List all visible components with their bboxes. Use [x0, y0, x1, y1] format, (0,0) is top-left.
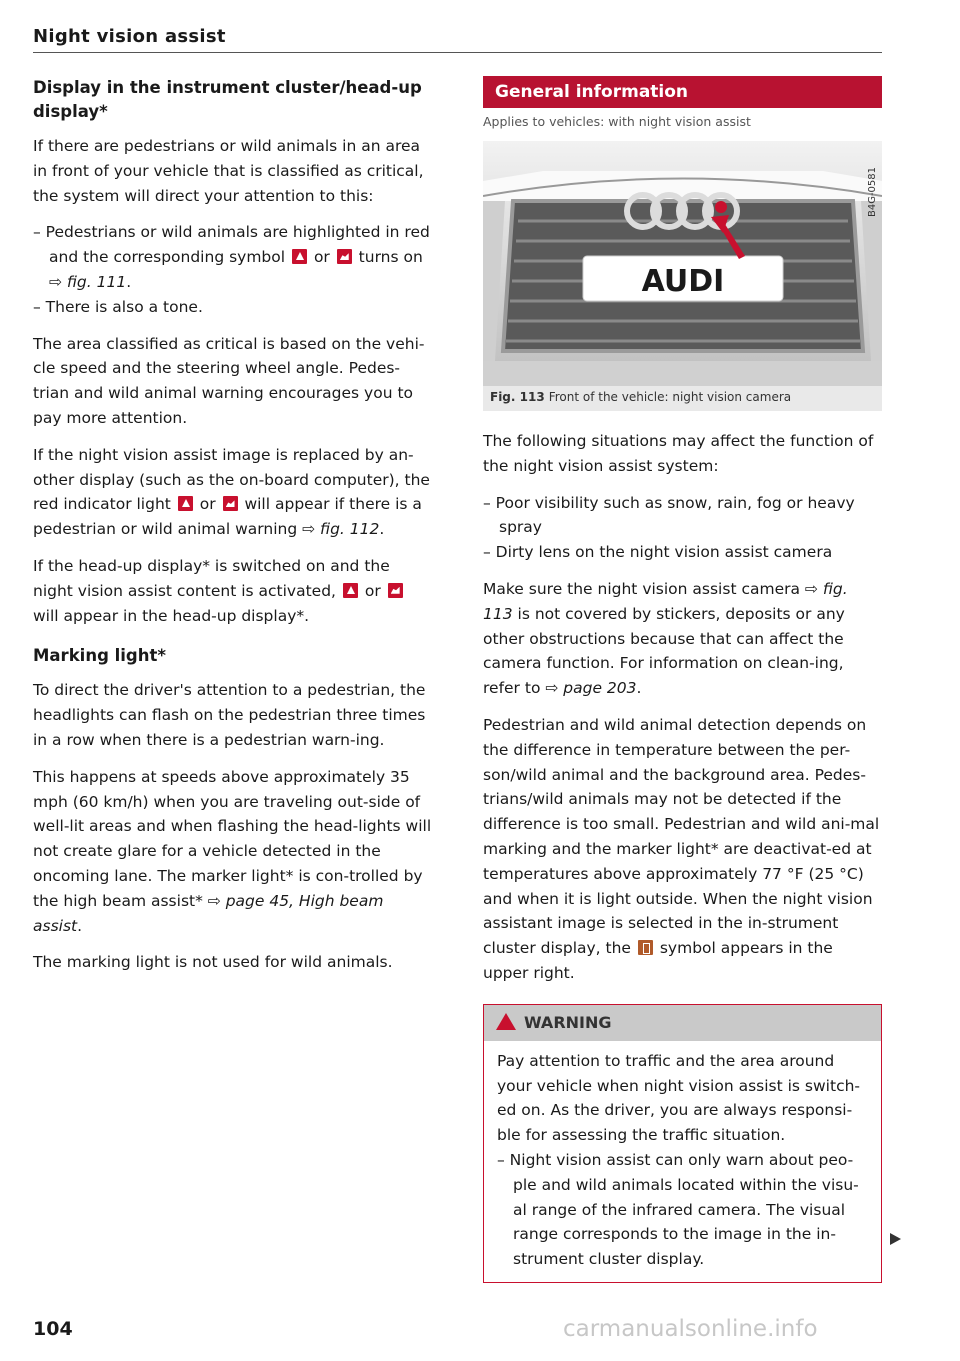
text-span: If the night vision assist image is replaced by an-other display (such as the on-board computer), the red indicator light	[33, 445, 430, 514]
wild-animal-warning-icon	[388, 583, 403, 598]
text-span: will appear if there is a pedestrian or wild animal warning	[33, 495, 422, 539]
figure-113	[483, 141, 882, 411]
paragraph	[33, 443, 433, 542]
text-span: will appear in the head-up display*.	[33, 606, 310, 625]
section-heading-marking-light: Marking light*	[33, 646, 167, 666]
paragraph: If there are pedestrians or wild animals in an area in front of your vehicle that is classified as critical, the system will direct your attention to this:	[33, 137, 424, 205]
cross-reference-link[interactable]: ⇨ fig. 112	[302, 520, 380, 539]
text-span: Make sure the night vision assist camera	[483, 579, 800, 598]
warning-header	[484, 1005, 881, 1041]
figure-label: Fig. 113	[490, 390, 545, 404]
text-span: or	[364, 581, 381, 600]
cross-reference-link[interactable]: ⇨ page 45, High beam assist	[33, 891, 384, 935]
paragraph: Pay attention to traffic and the area around your vehicle when night vision assist is switch-ed on. As the driver, you are always responsi-ble for assessing the traffic situation.	[497, 1051, 861, 1145]
text-span: .	[636, 679, 642, 698]
cross-reference-link[interactable]: ⇨ fig. 113	[483, 579, 848, 623]
right-column	[483, 76, 882, 1283]
night-vision-camera-icon	[638, 940, 653, 955]
pedestrian-warning-icon	[292, 249, 307, 264]
bullet-item: – Poor visibility such as snow, rain, fog or heavy spray	[483, 493, 855, 537]
pedestrian-warning-icon	[343, 583, 358, 598]
text-span: turns on	[358, 248, 423, 267]
applies-to-note: Applies to vehicles: with night vision assist	[483, 114, 751, 129]
vehicle-front-photo	[483, 141, 882, 386]
continue-arrow-icon	[890, 1233, 901, 1245]
paragraph	[33, 765, 433, 939]
text-span: is not covered by stickers, deposits or any other obstructions because that can affect the camera function. For information on clean-ing, refer to	[483, 604, 845, 698]
cross-reference-link[interactable]: ⇨ page 203	[545, 679, 637, 698]
warning-body	[484, 1041, 881, 1282]
header-rule	[33, 52, 882, 53]
watermark: carmanualsonline.info	[563, 1316, 818, 1342]
wild-animal-warning-icon	[337, 249, 352, 264]
text-span: .	[379, 520, 385, 539]
text-span: or	[313, 248, 330, 267]
running-header: Night vision assist	[33, 26, 226, 47]
paragraph	[483, 713, 882, 986]
warning-box	[483, 1004, 882, 1283]
license-plate-text: AUDI	[641, 264, 725, 299]
text-span: – Pedestrians or wild animals are highlighted in red and the corresponding symbol	[33, 223, 430, 267]
text-span: .	[126, 272, 132, 291]
text-span: .	[77, 916, 83, 935]
bullet-item	[33, 220, 433, 294]
bullet-item: – There is also a tone.	[33, 297, 203, 316]
left-column	[33, 76, 433, 987]
caption-text: Front of the vehicle: night vision camera	[548, 390, 792, 404]
bullet-item: – Night vision assist can only warn about peo-ple and wild animals located within the visu-al range of the infrared camera. The visual range corresponds to the image in the in-strument cluster display.	[497, 1150, 859, 1269]
paragraph	[33, 554, 433, 628]
section-heading-display: Display in the instrument cluster/head-up display*	[33, 78, 422, 121]
bullet-item: – Dirty lens on the night vision assist camera	[483, 543, 833, 562]
figure-code: B4G-0581	[867, 167, 878, 218]
warning-title: WARNING	[524, 1012, 612, 1032]
pedestrian-warning-icon	[178, 496, 193, 511]
text-span: symbol appears in the upper right.	[483, 939, 833, 982]
text-span: This happens at speeds above approximately 35 mph (60 km/h) when you are traveling out-side of well-lit areas and when flashing the head-lights will not create glare for a vehicle detected in the oncoming lane. The marker light* is con-trolled by the high beam assist*	[33, 767, 432, 910]
text-span: or	[199, 495, 216, 514]
paragraph: The following situations may affect the function of the night vision assist system:	[483, 432, 874, 475]
paragraph: The area classified as critical is based on the vehi-cle speed and the steering wheel angle. Pedes-trian and wild animal warning encourages you to pay more attention.	[33, 334, 425, 427]
paragraph: The marking light is not used for wild animals.	[33, 953, 393, 972]
warning-triangle-icon	[496, 1013, 516, 1030]
text-span: If the head-up display* is switched on and the night vision assist content is activated,	[33, 556, 390, 600]
wild-animal-warning-icon	[223, 496, 238, 511]
figure-caption	[490, 390, 791, 404]
paragraph: To direct the driver's attention to a pedestrian, the headlights can flash on the pedestrian three times in a row when there is a pedestrian warn-ing.	[33, 681, 426, 749]
page-number: 104	[33, 1318, 73, 1340]
cross-reference-link[interactable]: ⇨ fig. 111	[49, 272, 127, 291]
paragraph	[483, 577, 882, 701]
section-banner: General information	[483, 76, 882, 108]
grille-illustration	[483, 141, 882, 386]
text-span: Pedestrian and wild animal detection depends on the difference in temperature between the per-son/wild animal and the background area. Pedes-trians/wild animals may not be detected if the difference is too small. Pedestrian and wild ani-mal marking and the marker light* are deactivat-ed at temperatures above approximately 77 °F (25 °C) and when it is light outside. When the night vision assistant image is selected in the in-strument cluster display, the	[483, 715, 880, 958]
